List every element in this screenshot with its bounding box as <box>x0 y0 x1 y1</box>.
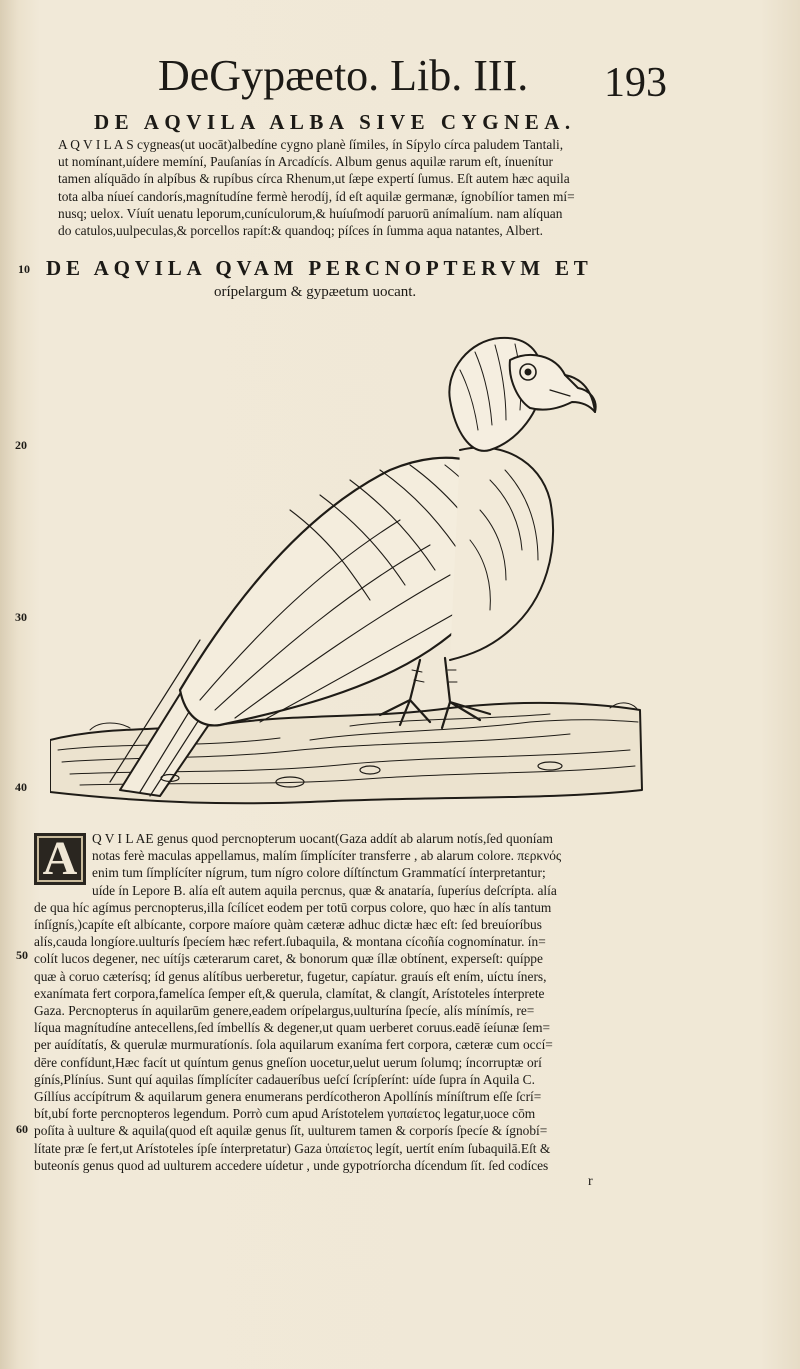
text-line: Q V I L AE genus quod percnopterum uocant(Gaza addít ab alarum notís,ſed quoníam <box>92 831 553 846</box>
section-subheading: orípelargum & gypæetum uocant. <box>214 284 417 300</box>
decorated-initial: A <box>34 833 86 885</box>
text-line: poſíta à uulture & aquila(quod eſt aquilæ genus ſít, uulturem tamen & corporís ſpecíe & ígnobí= <box>34 1123 548 1139</box>
line-number: 60 <box>16 1122 28 1136</box>
text-line: nusq; uelox. Víuít uenatu leporum,cunículorum,& huíuſmodí paruorū anímalíum. nam alíquan <box>58 205 563 221</box>
text-line: buteonís genus quod ad uulturem accedere uídetur , unde gypotríorcha dícendum ſít. ſed codíces <box>34 1157 549 1173</box>
text-line: ut nomínant,uídere memíní, Pauſanías ín Arcadícís. Album genus aquilæ rarum eſt, ínuenítur <box>58 154 553 170</box>
text-line: ínſígnís,)capíte eſt albícante, corpore maíore quàm cæteræ adhuc dictæ hæc eſt: ſed breuíoríbus <box>34 917 542 933</box>
page-number: 193 <box>604 60 667 106</box>
paragraph-percnopterus <box>34 830 654 1174</box>
text-line: A Q V I L A S cygneas(ut uocāt)albedíne cygno planè ſímiles, ín Sípylo círca paludem Tantali, <box>58 137 564 152</box>
line-number: 40 <box>15 780 27 794</box>
running-head: DeGypæeto. Lib. III. <box>158 51 529 100</box>
text-line: líqua magnítudíne antecellens,ſed ímbellís & degener,ut quam uerberet coruus.eadē íeíunæ ſem= <box>34 1020 551 1036</box>
line-number: 20 <box>15 438 27 452</box>
section-heading-percnopterus: DE AQVILA QVAM PERCNOPTERVM ET <box>46 256 593 280</box>
line-number: 50 <box>16 948 28 962</box>
text-line: per auídítatís, & querulæ murmuratíonís. ſola aquilarum exaníma fert corpora, cæteræ cum occí= <box>34 1037 553 1053</box>
text-line: alís,cauda longíore.uulturís ſpecíem hæc refert.ſubaquila, & montana cícoñía cognomínatur. ín= <box>34 934 546 950</box>
woodcut-vulture-illustration <box>50 330 650 810</box>
signature-mark: r <box>588 1174 593 1189</box>
text-line: colít lucos degener, nec uítíjs cæterarum caret, & bonorum quæ íllæ obtínent, experseſt: quíppe <box>34 951 543 967</box>
text-line: exanímata fert corpora,famelíca ſemper eſt,& querula, clamítat, & clangít, Arístoteles ínterprete <box>34 985 545 1001</box>
line-number: 10 <box>18 262 30 276</box>
text-line: gínís,Plíníus. Sunt quí aquilas ſímplícíter cadaueríbus ueſcí ſcrípſerínt: uíde ſupra ín Aquila C. <box>34 1071 535 1087</box>
text-line: Gaza. Percnopterus ín aquilarūm genere,eadem orípelargus,uulturína ſpecíe, alís mínímís, re= <box>34 1003 535 1019</box>
text-line: Gíllíus accípítrum & aquilarum genera enumerans perdícotheron Apollínís míníſtrum eſſe ſcrí= <box>34 1089 542 1105</box>
paragraph-aquila-alba <box>58 136 644 239</box>
text-line: enim tum ſímplícíter nígrum, tum nígro colore díſtínctum Grammatící ínterpretantur; <box>92 865 546 881</box>
text-line: notas ferè maculas appellamus, malím ſímplícíter transferre , ab alarum colore. περκνός <box>92 848 562 864</box>
section-heading-aquila-alba: DE AQVILA ALBA SIVE CYGNEA. <box>94 110 576 134</box>
text-line: de qua híc agímus percnopterus,illa ſcílícet eodem per totū corpus colore, quo hæc ín alís tantum <box>34 899 552 915</box>
text-line: do catulos,uulpeculas,& porcellos rapít:& quandoq; píſces ín ſumma aqua natantes, Albert. <box>58 223 543 239</box>
text-line: dēre confídunt,Hæc facít ut quíntum genus gneſíon uocetur,uelut uerum ſolumq; íncorruptæ orí <box>34 1054 542 1070</box>
text-line: quæ à coruo cæterísq; íd genus alítíbus uerberetur, fugetur, capíatur. grauís eſt ením, uíctu íners, <box>34 968 547 984</box>
text-line: tamen alíquādo ín alpíbus & rupíbus círca Rhenum,ut ſæpe expertí ſumus. Eſt autem hæc aquila <box>58 171 570 187</box>
text-line: lítate præ ſe fert,ut Arístoteles ípſe ínterpretatur) Gaza ὑπαίετος legít, uertít ením ſubaquilā.Eſt & <box>34 1140 551 1156</box>
line-number: 30 <box>15 610 27 624</box>
text-line: uíde ín Lepore B. alía eſt autem aquila percnus, quæ & anataría, ſuperíus deſcrípta. alía <box>92 882 557 898</box>
text-line: bít,ubí forte percnopteros legendum. Porrò cum apud Arístotelem γυπαίετος legatur,uoce cōm <box>34 1106 536 1122</box>
text-line: tota alba níueí candorís,magnítudíne fermè herodíj, íd eſt aquilæ germanæ, ígnobílíor tamen mí= <box>58 188 575 204</box>
